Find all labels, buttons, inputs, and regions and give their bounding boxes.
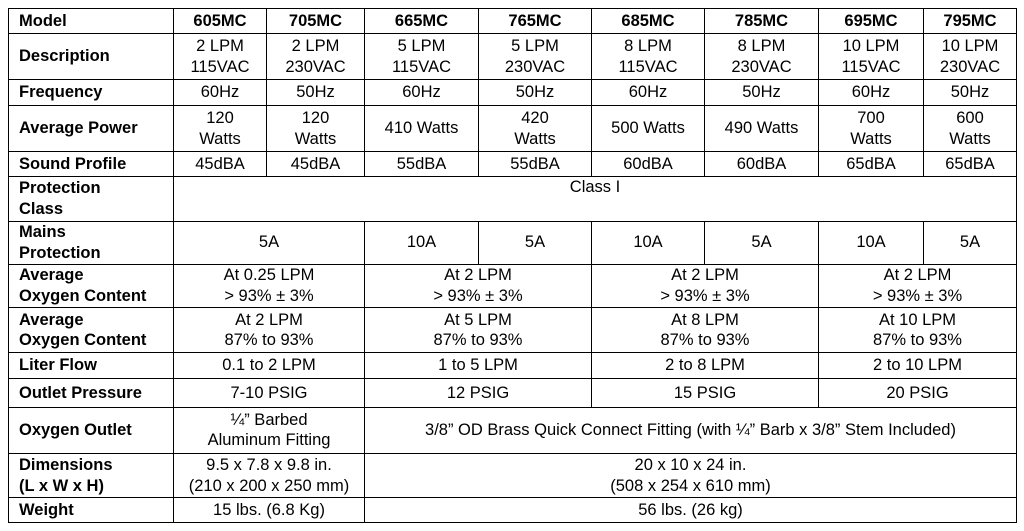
table-cell: 600 Watts — [924, 105, 1017, 152]
table-cell: At 8 LPM 87% to 93% — [592, 308, 819, 353]
table-cell: 65dBA — [819, 152, 924, 176]
table-cell: At 2 LPM > 93% ± 3% — [592, 264, 819, 308]
table-cell: 420 Watts — [479, 105, 592, 152]
table-cell: 3/8” OD Brass Quick Connect Fitting (with ¼” Barb x 3/8” Stem Included) — [365, 407, 1017, 453]
table-cell: 50Hz — [705, 80, 819, 105]
row-label-average-power: Average Power — [9, 105, 174, 152]
table-cell: 12 PSIG — [365, 379, 592, 407]
table-cell: 120 Watts — [267, 105, 365, 152]
column-header: 785MC — [705, 9, 819, 34]
row-mains-protection — [9, 221, 1017, 264]
row-dimensions — [9, 453, 1017, 498]
table-cell: 2 to 10 LPM — [819, 353, 1017, 379]
row-sound-profile — [9, 152, 1017, 176]
row-label-dimensions: Dimensions (L x W x H) — [9, 453, 174, 498]
table-cell: 700 Watts — [819, 105, 924, 152]
row-label-frequency: Frequency — [9, 80, 174, 105]
table-cell: 1 to 5 LPM — [365, 353, 592, 379]
row-oxygen-content-1 — [9, 264, 1017, 308]
table-cell: 7-10 PSIG — [174, 379, 365, 407]
row-average-power — [9, 105, 1017, 152]
table-cell: 45dBA — [174, 152, 267, 176]
table-cell: 5A — [705, 221, 819, 264]
table-cell: ¼” Barbed Aluminum Fitting — [174, 407, 365, 453]
row-label-oxygen-content: Average Oxygen Content — [9, 264, 174, 308]
table-cell: 45dBA — [267, 152, 365, 176]
table-cell: 490 Watts — [705, 105, 819, 152]
table-cell: 2 LPM 230VAC — [267, 34, 365, 80]
row-liter-flow — [9, 353, 1017, 379]
row-frequency — [9, 80, 1017, 105]
row-model — [9, 9, 1017, 34]
row-label-sound-profile: Sound Profile — [9, 152, 174, 176]
table-cell: 60Hz — [174, 80, 267, 105]
table-cell: 410 Watts — [365, 105, 479, 152]
row-label-outlet-pressure: Outlet Pressure — [9, 379, 174, 407]
table-cell: 55dBA — [365, 152, 479, 176]
table-cell: 60Hz — [592, 80, 705, 105]
table-cell: 60dBA — [705, 152, 819, 176]
row-label-oxygen-outlet: Oxygen Outlet — [9, 407, 174, 453]
table-cell: 9.5 x 7.8 x 9.8 in. (210 x 200 x 250 mm) — [174, 453, 365, 498]
table-cell: 2 to 8 LPM — [592, 353, 819, 379]
table-cell: 8 LPM 230VAC — [705, 34, 819, 80]
row-outlet-pressure — [9, 379, 1017, 407]
table-cell: At 2 LPM > 93% ± 3% — [365, 264, 592, 308]
table-cell: 20 x 10 x 24 in. (508 x 254 x 610 mm) — [365, 453, 1017, 498]
table-cell: 65dBA — [924, 152, 1017, 176]
table-cell: 60Hz — [365, 80, 479, 105]
table-cell: 15 PSIG — [592, 379, 819, 407]
row-label-liter-flow: Liter Flow — [9, 353, 174, 379]
table-cell: At 5 LPM 87% to 93% — [365, 308, 592, 353]
row-protection-class — [9, 176, 1017, 221]
table-cell: 60Hz — [819, 80, 924, 105]
table-cell: 15 lbs. (6.8 Kg) — [174, 498, 365, 523]
table-cell: 10A — [819, 221, 924, 264]
column-header: 795MC — [924, 9, 1017, 34]
column-header: 605MC — [174, 9, 267, 34]
row-label-model: Model — [9, 9, 174, 34]
table-cell: At 10 LPM 87% to 93% — [819, 308, 1017, 353]
table-cell: 8 LPM 115VAC — [592, 34, 705, 80]
table-cell: 10 LPM 230VAC — [924, 34, 1017, 80]
table-cell: 20 PSIG — [819, 379, 1017, 407]
table-cell: 120 Watts — [174, 105, 267, 152]
table-cell: 0.1 to 2 LPM — [174, 353, 365, 379]
spec-table — [8, 8, 1017, 523]
table-cell: 10 LPM 115VAC — [819, 34, 924, 80]
row-description — [9, 34, 1017, 80]
column-header: 665MC — [365, 9, 479, 34]
row-weight — [9, 498, 1017, 523]
column-header: 765MC — [479, 9, 592, 34]
table-cell: 10A — [592, 221, 705, 264]
row-oxygen-content-2 — [9, 308, 1017, 353]
table-cell: 500 Watts — [592, 105, 705, 152]
row-label-mains-protection: Mains Protection — [9, 221, 174, 264]
row-label-weight: Weight — [9, 498, 174, 523]
column-header: 695MC — [819, 9, 924, 34]
row-label-description: Description — [9, 34, 174, 80]
column-header: 705MC — [267, 9, 365, 34]
table-cell: 5A — [174, 221, 365, 264]
table-cell: 60dBA — [592, 152, 705, 176]
table-cell: 10A — [365, 221, 479, 264]
table-cell: 2 LPM 115VAC — [174, 34, 267, 80]
table-cell: At 0.25 LPM > 93% ± 3% — [174, 264, 365, 308]
table-cell: 5 LPM 230VAC — [479, 34, 592, 80]
table-cell: 50Hz — [267, 80, 365, 105]
row-oxygen-outlet — [9, 407, 1017, 453]
row-label-protection-class: Protection Class — [9, 176, 174, 221]
table-cell: 5A — [924, 221, 1017, 264]
table-cell: 50Hz — [479, 80, 592, 105]
table-cell: 5 LPM 115VAC — [365, 34, 479, 80]
table-cell: At 2 LPM 87% to 93% — [174, 308, 365, 353]
table-cell: 5A — [479, 221, 592, 264]
table-cell: 50Hz — [924, 80, 1017, 105]
column-header: 685MC — [592, 9, 705, 34]
table-cell: Class I — [174, 176, 1017, 221]
table-cell: 56 lbs. (26 kg) — [365, 498, 1017, 523]
table-cell: 55dBA — [479, 152, 592, 176]
row-label-oxygen-content: Average Oxygen Content — [9, 308, 174, 353]
table-cell: At 2 LPM > 93% ± 3% — [819, 264, 1017, 308]
